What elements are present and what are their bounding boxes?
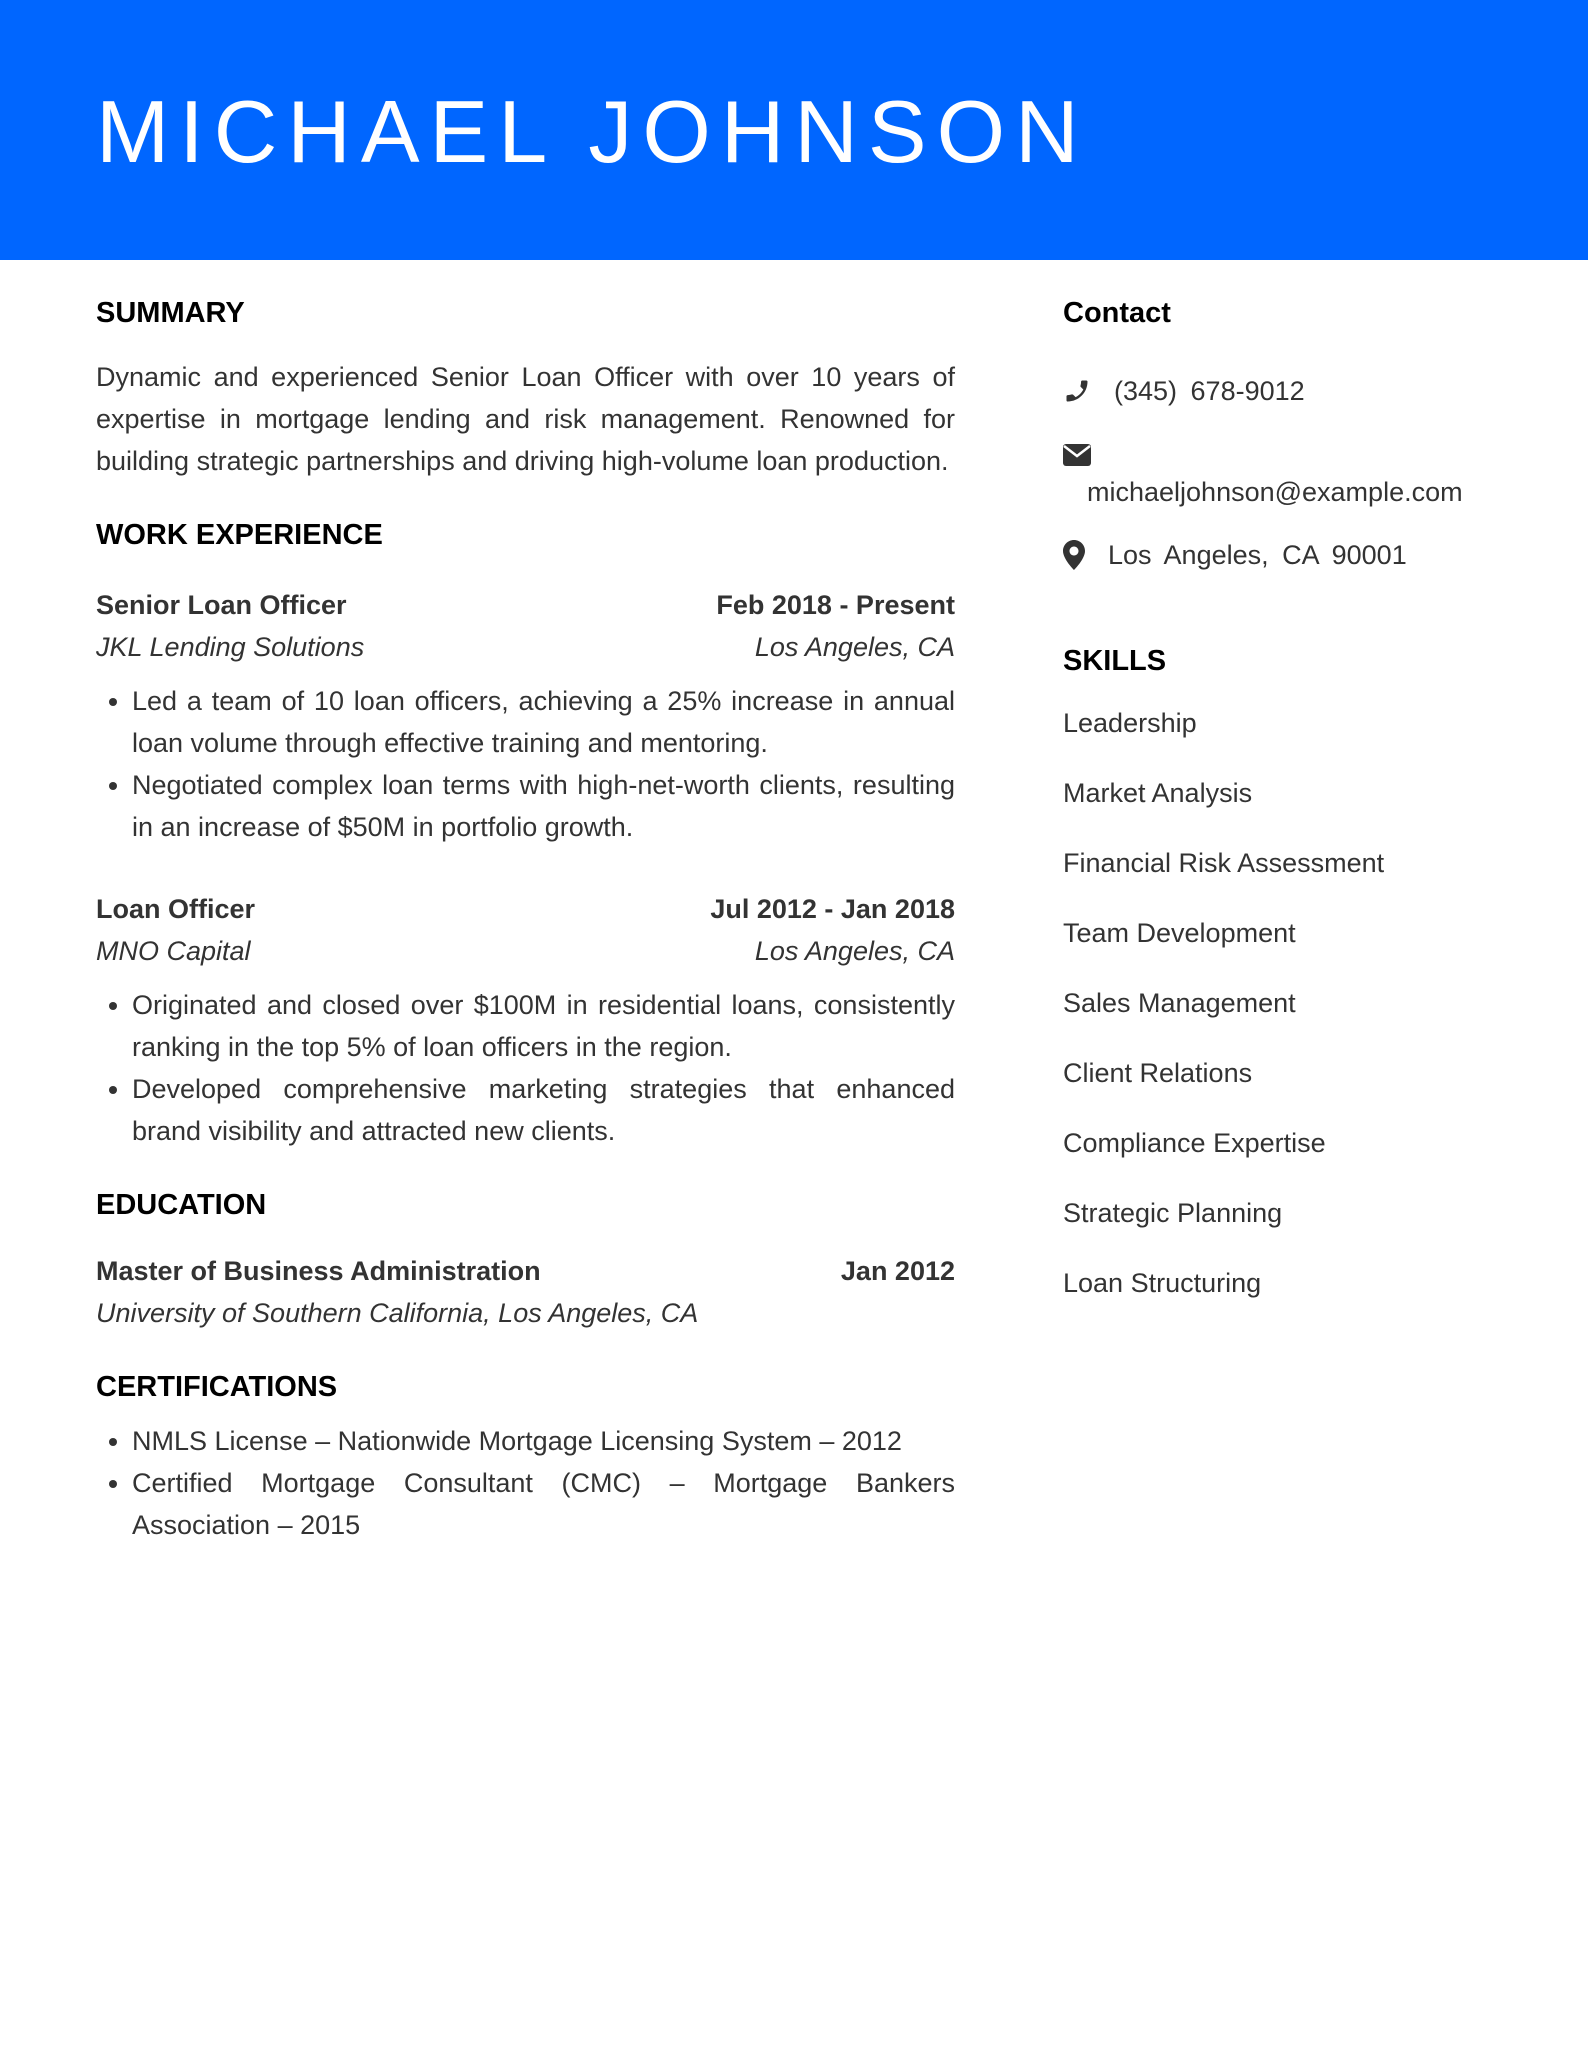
degree: Master of Business Administration <box>96 1256 541 1286</box>
education-title: EDUCATION <box>96 1189 267 1221</box>
certifications-title: CERTIFICATIONS <box>96 1371 338 1403</box>
skill-item: Market Analysis <box>1063 778 1253 808</box>
job-location: Los Angeles, CA <box>754 632 955 662</box>
skills-list <box>1063 702 1523 1304</box>
job-entry <box>96 584 955 848</box>
map-pin-icon <box>1063 534 1091 576</box>
location-text: Los Angeles, CA 90001 <box>1108 540 1407 570</box>
summary-title: SUMMARY <box>96 297 245 329</box>
job-company: JKL Lending Solutions <box>96 632 365 662</box>
side-column <box>1063 292 1523 1332</box>
phone-icon <box>1063 370 1091 412</box>
job-title: Loan Officer <box>96 894 256 924</box>
job-bullets <box>96 680 955 848</box>
job-entry <box>96 888 955 1152</box>
skill-item: Leadership <box>1063 708 1197 738</box>
skill-item: Compliance Expertise <box>1063 1128 1326 1158</box>
contact-location <box>1063 534 1523 576</box>
phone-number[interactable]: (345) 678-9012 <box>1114 376 1305 406</box>
job-bullets <box>96 984 955 1152</box>
school: University of Southern California, Los Angeles, CA <box>96 1298 699 1328</box>
job-company: MNO Capital <box>96 936 251 966</box>
job-dates: Jul 2012 - Jan 2018 <box>710 894 955 924</box>
envelope-icon <box>1063 439 1091 471</box>
job-bullet: • Developed comprehensive marketing strategies that enhanced brand visibility and attracted new clients. <box>132 1068 955 1152</box>
job-dates: Feb 2018 - Present <box>716 590 955 620</box>
main-column <box>96 292 955 1546</box>
contact-phone <box>1063 370 1523 412</box>
certification-item: • Certified Mortgage Consultant (CMC) – Mortgage Bankers Association – 2015 <box>132 1462 955 1546</box>
skill-item: Sales Management <box>1063 988 1296 1018</box>
summary-section <box>96 292 955 482</box>
job-title: Senior Loan Officer <box>96 590 347 620</box>
skill-item: Team Development <box>1063 918 1296 948</box>
job-bullet: • Negotiated complex loan terms with high-net-worth clients, resulting in an increase of $50M in portfolio growth. <box>132 764 955 848</box>
certifications-list <box>96 1420 955 1546</box>
certification-item: • NMLS License – Nationwide Mortgage Licensing System – 2012 <box>132 1420 955 1462</box>
job-location: Los Angeles, CA <box>754 936 955 966</box>
certifications-section <box>96 1366 955 1546</box>
header-banner <box>0 0 1588 260</box>
skill-item: Strategic Planning <box>1063 1198 1283 1228</box>
skill-item: Loan Structuring <box>1063 1268 1262 1298</box>
candidate-name: MICHAEL JOHNSON <box>96 82 1089 181</box>
job-bullet: • Led a team of 10 loan officers, achieving a 25% increase in annual loan volume through effective training and mentoring. <box>132 680 955 764</box>
skill-item: Client Relations <box>1063 1058 1253 1088</box>
education-section <box>96 1184 955 1334</box>
summary-text: Dynamic and experienced Senior Loan Officer with over 10 years of expertise in mortgage lending and risk management. Renowned for building strategic partnerships and driving high-volume loan production. <box>96 362 955 476</box>
work-experience-title: WORK EXPERIENCE <box>96 519 383 551</box>
contact-title: Contact <box>1063 297 1171 329</box>
skill-item: Financial Risk Assessment <box>1063 848 1385 878</box>
job-bullet: • Originated and closed over $100M in residential loans, consistently ranking in the top 5% of loan officers in the region. <box>132 984 955 1068</box>
contact-email <box>1063 439 1523 513</box>
education-date: Jan 2012 <box>840 1256 955 1286</box>
work-experience-section <box>96 514 955 1152</box>
email-address[interactable]: michaeljohnson@example.com <box>1087 477 1463 507</box>
skills-title: SKILLS <box>1063 645 1167 677</box>
